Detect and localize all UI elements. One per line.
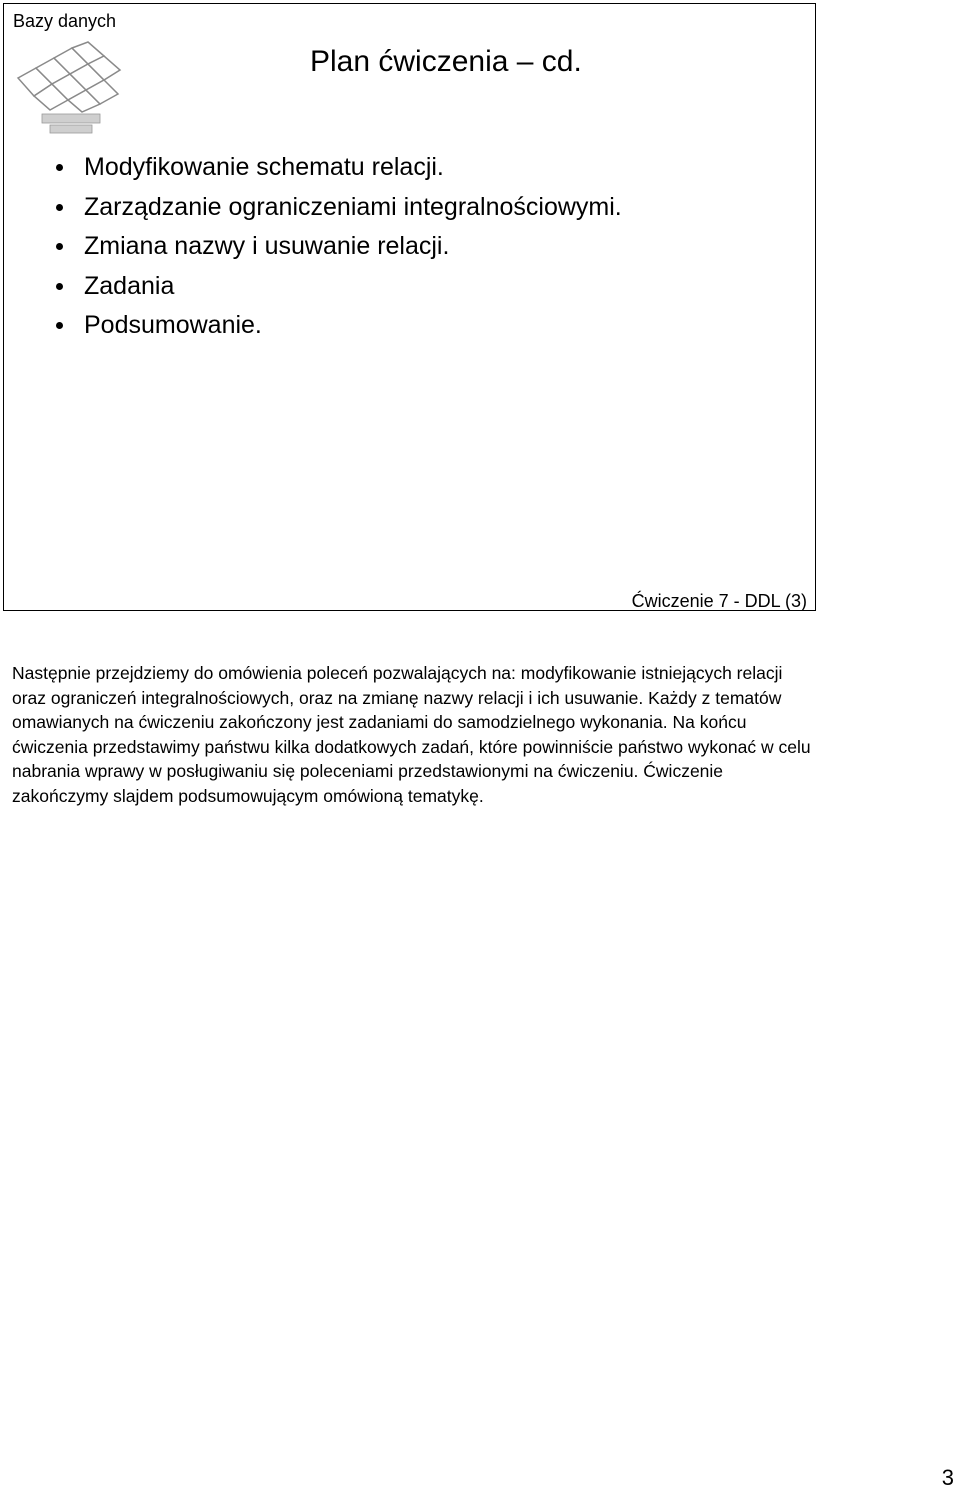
- bullet-icon: [56, 283, 63, 290]
- bullet-icon: [56, 204, 63, 211]
- bullet-item: [56, 188, 622, 228]
- bullet-text: Zmiana nazwy i usuwanie relacji.: [84, 232, 450, 260]
- bullet-item: [56, 227, 622, 267]
- bullet-icon: [56, 243, 63, 250]
- bullet-item: [56, 267, 622, 307]
- slide-frame: [3, 3, 816, 611]
- bullet-text: Zarządzanie ograniczeniami integralnościowymi.: [84, 192, 622, 221]
- bullet-item: [56, 148, 622, 188]
- bullet-text: Modyfikowanie schematu relacji.: [84, 153, 444, 181]
- grid-logo-icon: [16, 38, 124, 138]
- bullet-icon: [56, 164, 63, 171]
- bullet-text: Zadania: [84, 271, 175, 300]
- slide-title: Plan ćwiczenia – cd.: [310, 45, 582, 78]
- bullet-list: [56, 148, 622, 346]
- page-number: 3: [941, 1465, 954, 1490]
- bullet-item: [56, 306, 622, 346]
- speaker-notes: Następnie przejdziemy do omówienia poleceń pozwalających na: modyfikowanie istniejących relacji oraz ograniczeń integralnościowych, oraz na zmianę nazwy relacji i ich usuwanie. Każdy z tematów omawianych na ćwiczeniu zakończony jest zadaniami do samodzielnego wykonania. Na końcu ćwiczenia przedstawimy państwu kilka dodatkowych zadań, które powinniście państwo wykonać w celu nabrania wprawy w posługiwaniu się poleceniami przedstawionymi na ćwiczeniu. Ćwiczenie zakończymy slajdem podsumowującym omówioną tematykę.: [12, 663, 811, 806]
- header-label: Bazy danych: [13, 11, 117, 31]
- bullet-icon: [56, 322, 63, 329]
- slide-footer: Ćwiczenie 7 - DDL (3): [631, 591, 807, 611]
- bullet-text: Podsumowanie.: [84, 311, 262, 339]
